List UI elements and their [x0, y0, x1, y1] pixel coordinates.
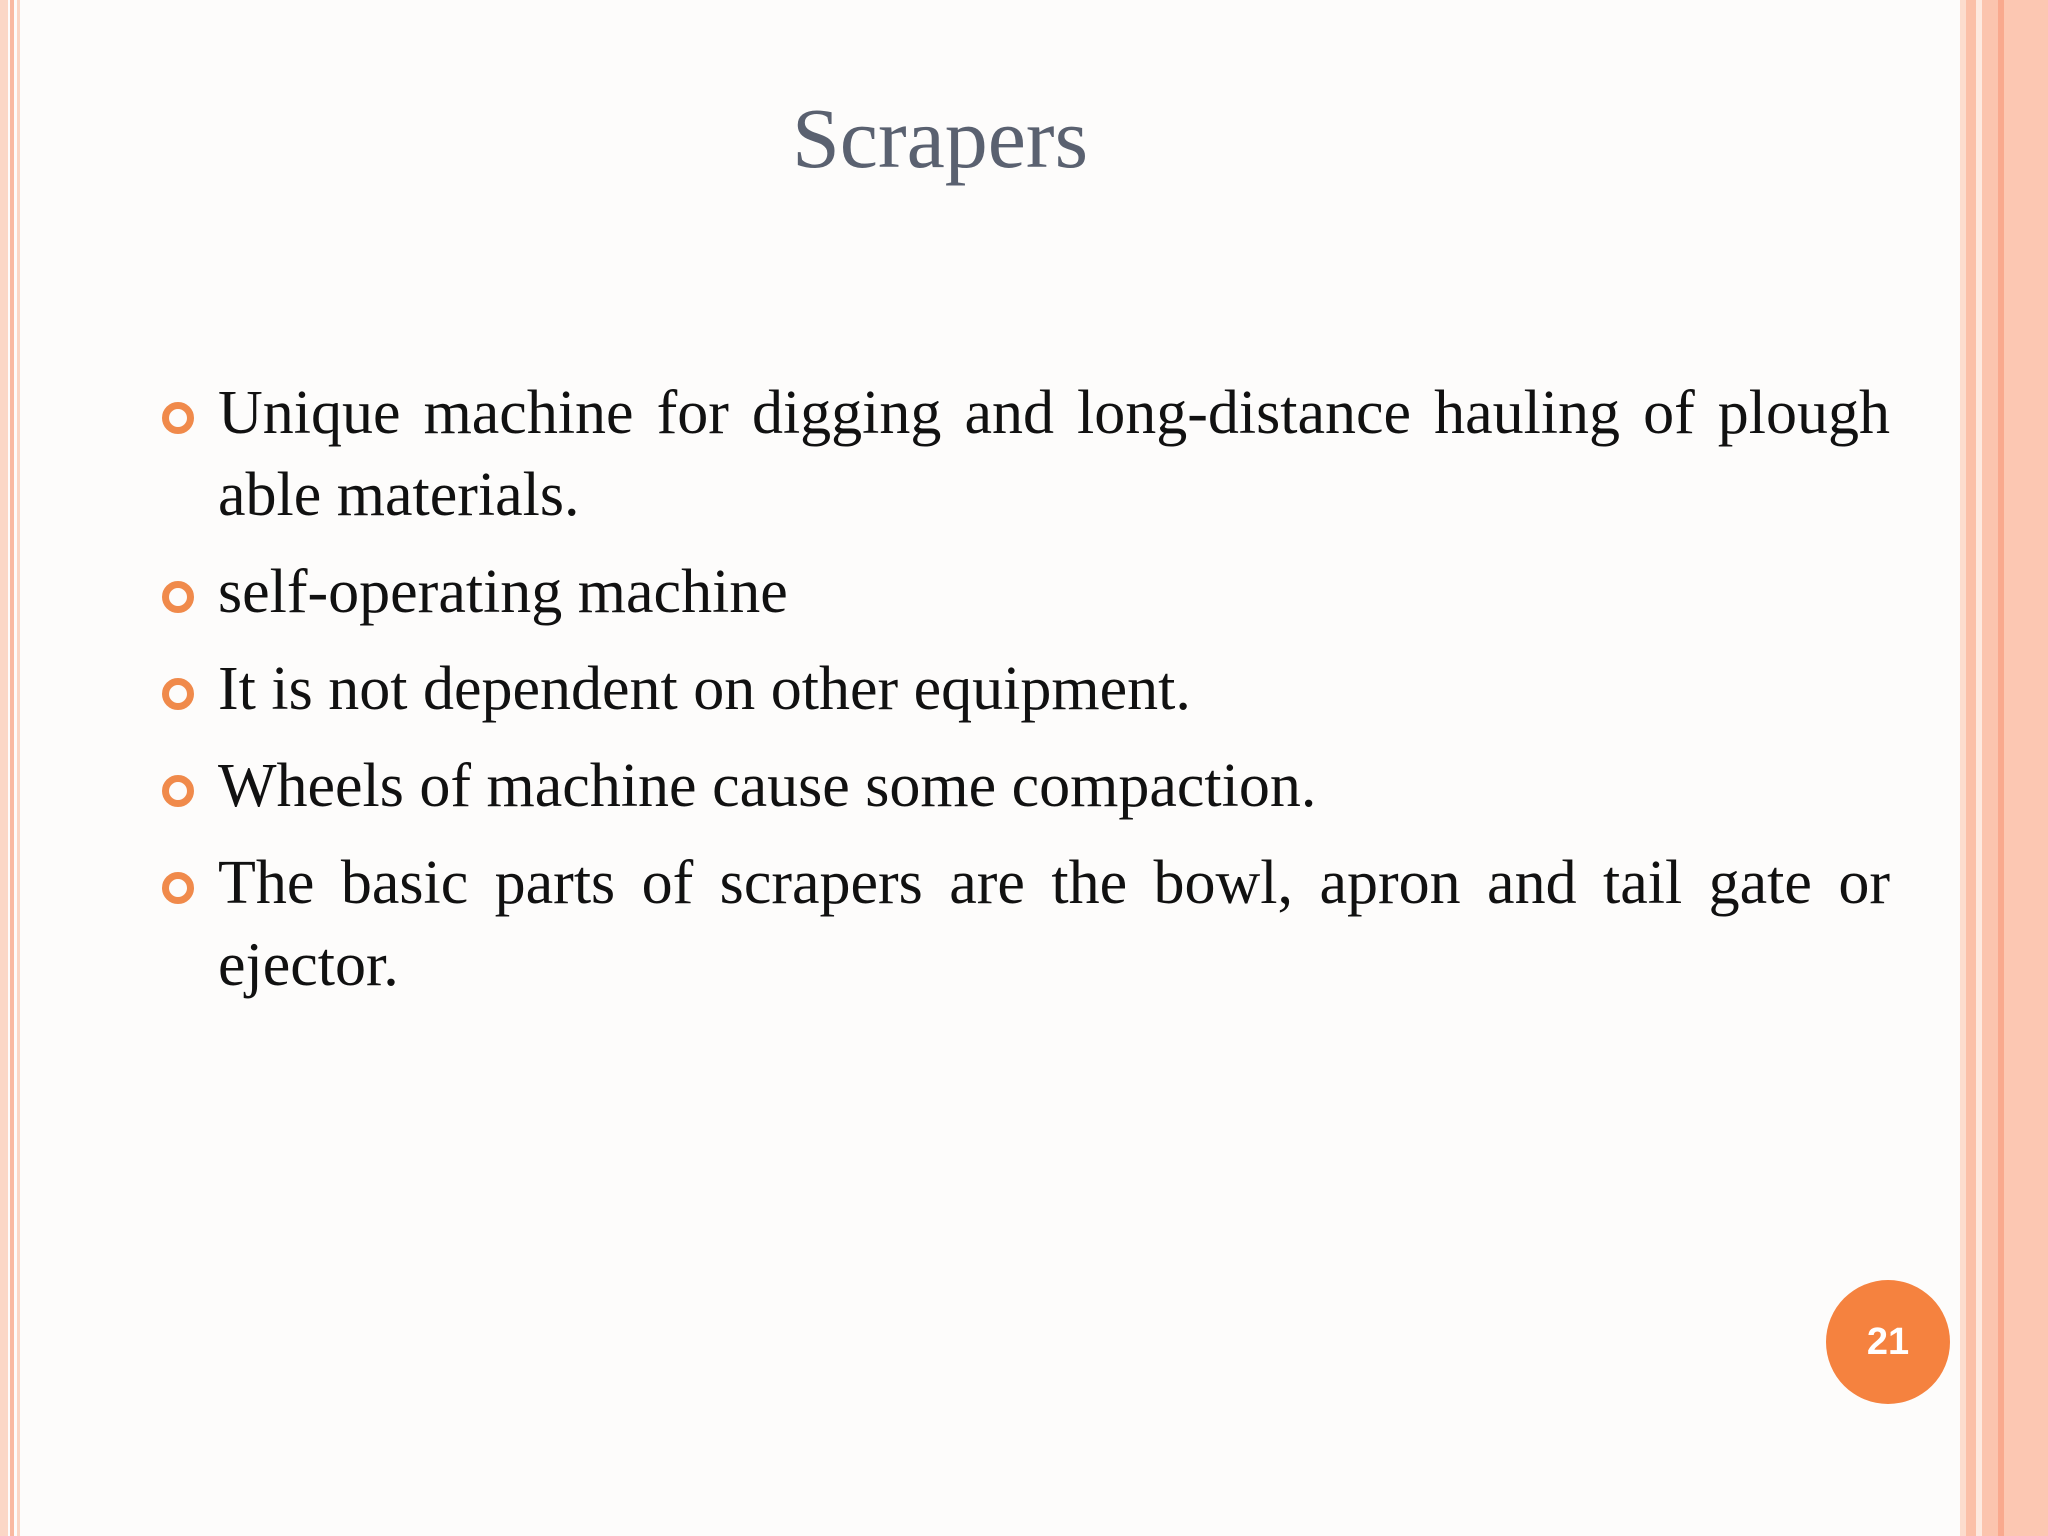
bullet-text: Unique machine for digging and long-distance hauling of plough able materials. — [218, 379, 1890, 529]
bullet-item — [160, 648, 1890, 730]
hollow-circle-bullet-icon — [162, 402, 194, 434]
bullet-item — [160, 745, 1890, 827]
bullet-item — [160, 372, 1890, 536]
bullet-item — [160, 551, 1890, 633]
bullet-list — [160, 372, 1890, 1021]
bullet-text: The basic parts of scrapers are the bowl, apron and tail gate or ejector. — [218, 849, 1890, 999]
slide-title: Scrapers — [791, 90, 1089, 186]
bullet-text: It is not dependent on other equipment. — [218, 655, 1191, 723]
left-border-stripe — [10, 0, 14, 1536]
bullet-text: self-operating machine — [218, 558, 788, 626]
page-number-badge: 21 — [1826, 1280, 1950, 1404]
hollow-circle-bullet-icon — [162, 581, 194, 613]
left-border-stripe — [17, 0, 20, 1536]
right-border-stripe — [1966, 0, 1976, 1536]
left-border-stripe — [0, 0, 8, 1536]
right-border-stripe — [1982, 0, 1998, 1536]
right-border-stripe — [2004, 0, 2048, 1536]
bullet-text: Wheels of machine cause some compaction. — [218, 752, 1317, 820]
hollow-circle-bullet-icon — [162, 775, 194, 807]
hollow-circle-bullet-icon — [162, 678, 194, 710]
bullet-item — [160, 842, 1890, 1006]
hollow-circle-bullet-icon — [162, 872, 194, 904]
